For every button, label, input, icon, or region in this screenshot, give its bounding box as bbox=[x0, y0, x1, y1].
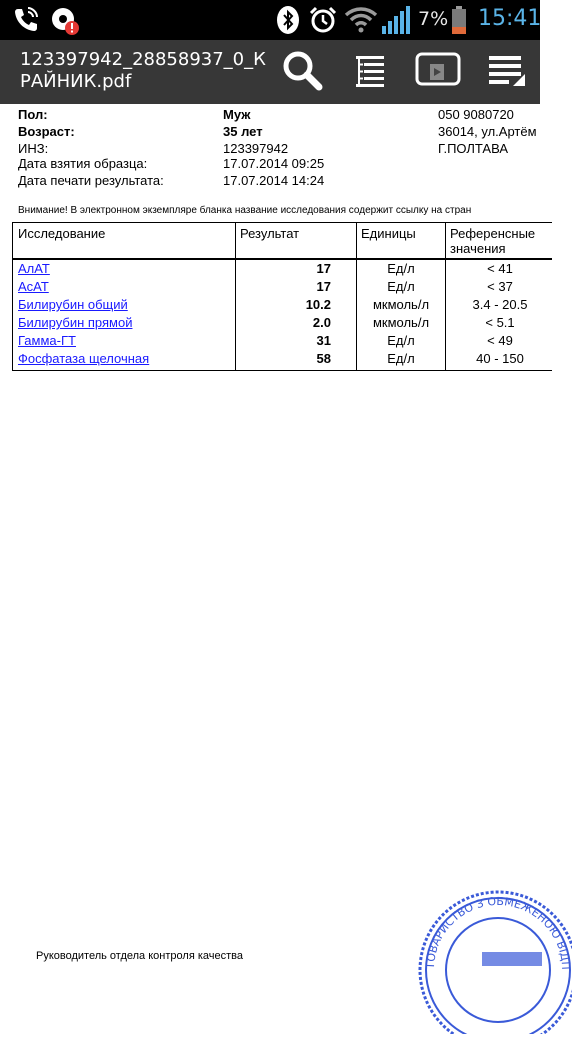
table-row bbox=[13, 296, 553, 314]
signal-icon bbox=[380, 4, 412, 36]
result-value: 58 bbox=[316, 351, 331, 366]
outline-icon bbox=[350, 50, 390, 95]
clock: 15:41 bbox=[478, 6, 542, 31]
unit-value: Ед/л bbox=[387, 351, 415, 366]
menu-button[interactable] bbox=[480, 46, 532, 98]
table-row bbox=[13, 350, 553, 368]
unit-value: мкмоль/л bbox=[372, 297, 430, 312]
footer-signature-label: Руководитель отдела контроля качества bbox=[36, 950, 243, 962]
result-value: 10.2 bbox=[305, 297, 331, 312]
test-link-bilirubin-total[interactable]: Билирубин общий bbox=[18, 297, 128, 312]
stamp-text: ТОВАРИСТВО З ОБМЕЖЕНОЮ ВІДП bbox=[423, 894, 572, 971]
sex-label: Пол: bbox=[18, 107, 48, 122]
age-value: 35 лет bbox=[223, 124, 263, 139]
lab-city: Г.ПОЛТАВА bbox=[438, 141, 508, 156]
reference-value: < 37 bbox=[487, 279, 513, 294]
test-link-asat[interactable]: АсАТ bbox=[18, 279, 49, 294]
sample-date-value: 17.07.2014 09:25 bbox=[223, 156, 325, 171]
sample-date-label: Дата взятия образца: bbox=[18, 156, 148, 171]
results-table bbox=[12, 222, 552, 371]
search-icon bbox=[280, 48, 324, 97]
lab-address: 36014, ул.Артём bbox=[438, 124, 537, 139]
notification-icon bbox=[48, 4, 82, 36]
alarm-icon bbox=[307, 4, 339, 36]
header-reference: Референсные bbox=[450, 226, 536, 241]
header-result: Результат bbox=[240, 226, 300, 241]
print-date-value: 17.07.2014 14:24 bbox=[223, 173, 325, 188]
battery-percent: 7% bbox=[418, 8, 449, 30]
notice-text: Внимание! В электронном экземпляре бланка название исследования содержит ссылку на стран bbox=[18, 205, 472, 216]
reference-value: < 49 bbox=[487, 333, 513, 348]
document-title: 123397942_28858937_0_КРАЙНИК.pdf bbox=[20, 49, 266, 92]
result-value: 2.0 bbox=[312, 315, 331, 330]
inz-label: ИНЗ: bbox=[18, 141, 49, 156]
unit-value: мкмоль/л bbox=[372, 315, 430, 330]
unit-value: Ед/л bbox=[387, 333, 415, 348]
print-date-label: Дата печати результата: bbox=[18, 173, 164, 188]
result-value: 17 bbox=[316, 279, 331, 294]
toolbar bbox=[0, 40, 540, 104]
age-label: Возраст: bbox=[18, 124, 75, 139]
table-row bbox=[13, 332, 553, 350]
test-link-bilirubin-direct[interactable]: Билирубин прямой bbox=[18, 315, 133, 330]
unit-value: Ед/л bbox=[387, 279, 415, 294]
table-row bbox=[13, 278, 553, 296]
lab-stamp-seal bbox=[412, 874, 572, 1039]
cast-icon bbox=[414, 50, 462, 95]
status-bar bbox=[0, 0, 540, 40]
pdf-page[interactable] bbox=[0, 104, 572, 971]
reference-value: < 41 bbox=[487, 261, 513, 276]
cast-button[interactable] bbox=[412, 46, 464, 98]
result-value: 17 bbox=[316, 261, 331, 276]
table-row bbox=[13, 314, 553, 332]
search-button[interactable] bbox=[276, 46, 328, 98]
wifi-icon bbox=[343, 4, 379, 36]
reference-value: < 5.1 bbox=[485, 315, 515, 330]
bluetooth-icon bbox=[274, 4, 302, 36]
sex-value: Муж bbox=[223, 107, 251, 122]
reference-value: 3.4 - 20.5 bbox=[472, 297, 528, 312]
lab-phone: 050 9080720 bbox=[438, 107, 514, 122]
result-value: 31 bbox=[316, 333, 331, 348]
inz-value: 123397942 bbox=[223, 141, 289, 156]
menu-icon bbox=[485, 50, 527, 95]
test-link-alkaline-phosphatase[interactable]: Фосфатаза щелочная bbox=[18, 351, 150, 366]
header-test: Исследование bbox=[18, 226, 106, 241]
phone-wifi-icon bbox=[10, 4, 42, 36]
unit-value: Ед/л bbox=[387, 261, 415, 276]
battery-icon bbox=[449, 4, 469, 36]
table-row bbox=[13, 260, 553, 278]
reference-value: 40 - 150 bbox=[476, 351, 524, 366]
header-reference-2: значения bbox=[450, 241, 506, 256]
test-link-ggt[interactable]: Гамма-ГТ bbox=[18, 333, 76, 348]
test-link-alat[interactable]: АлАТ bbox=[18, 261, 50, 276]
header-units: Единицы bbox=[361, 226, 416, 241]
outline-button[interactable] bbox=[344, 46, 396, 98]
